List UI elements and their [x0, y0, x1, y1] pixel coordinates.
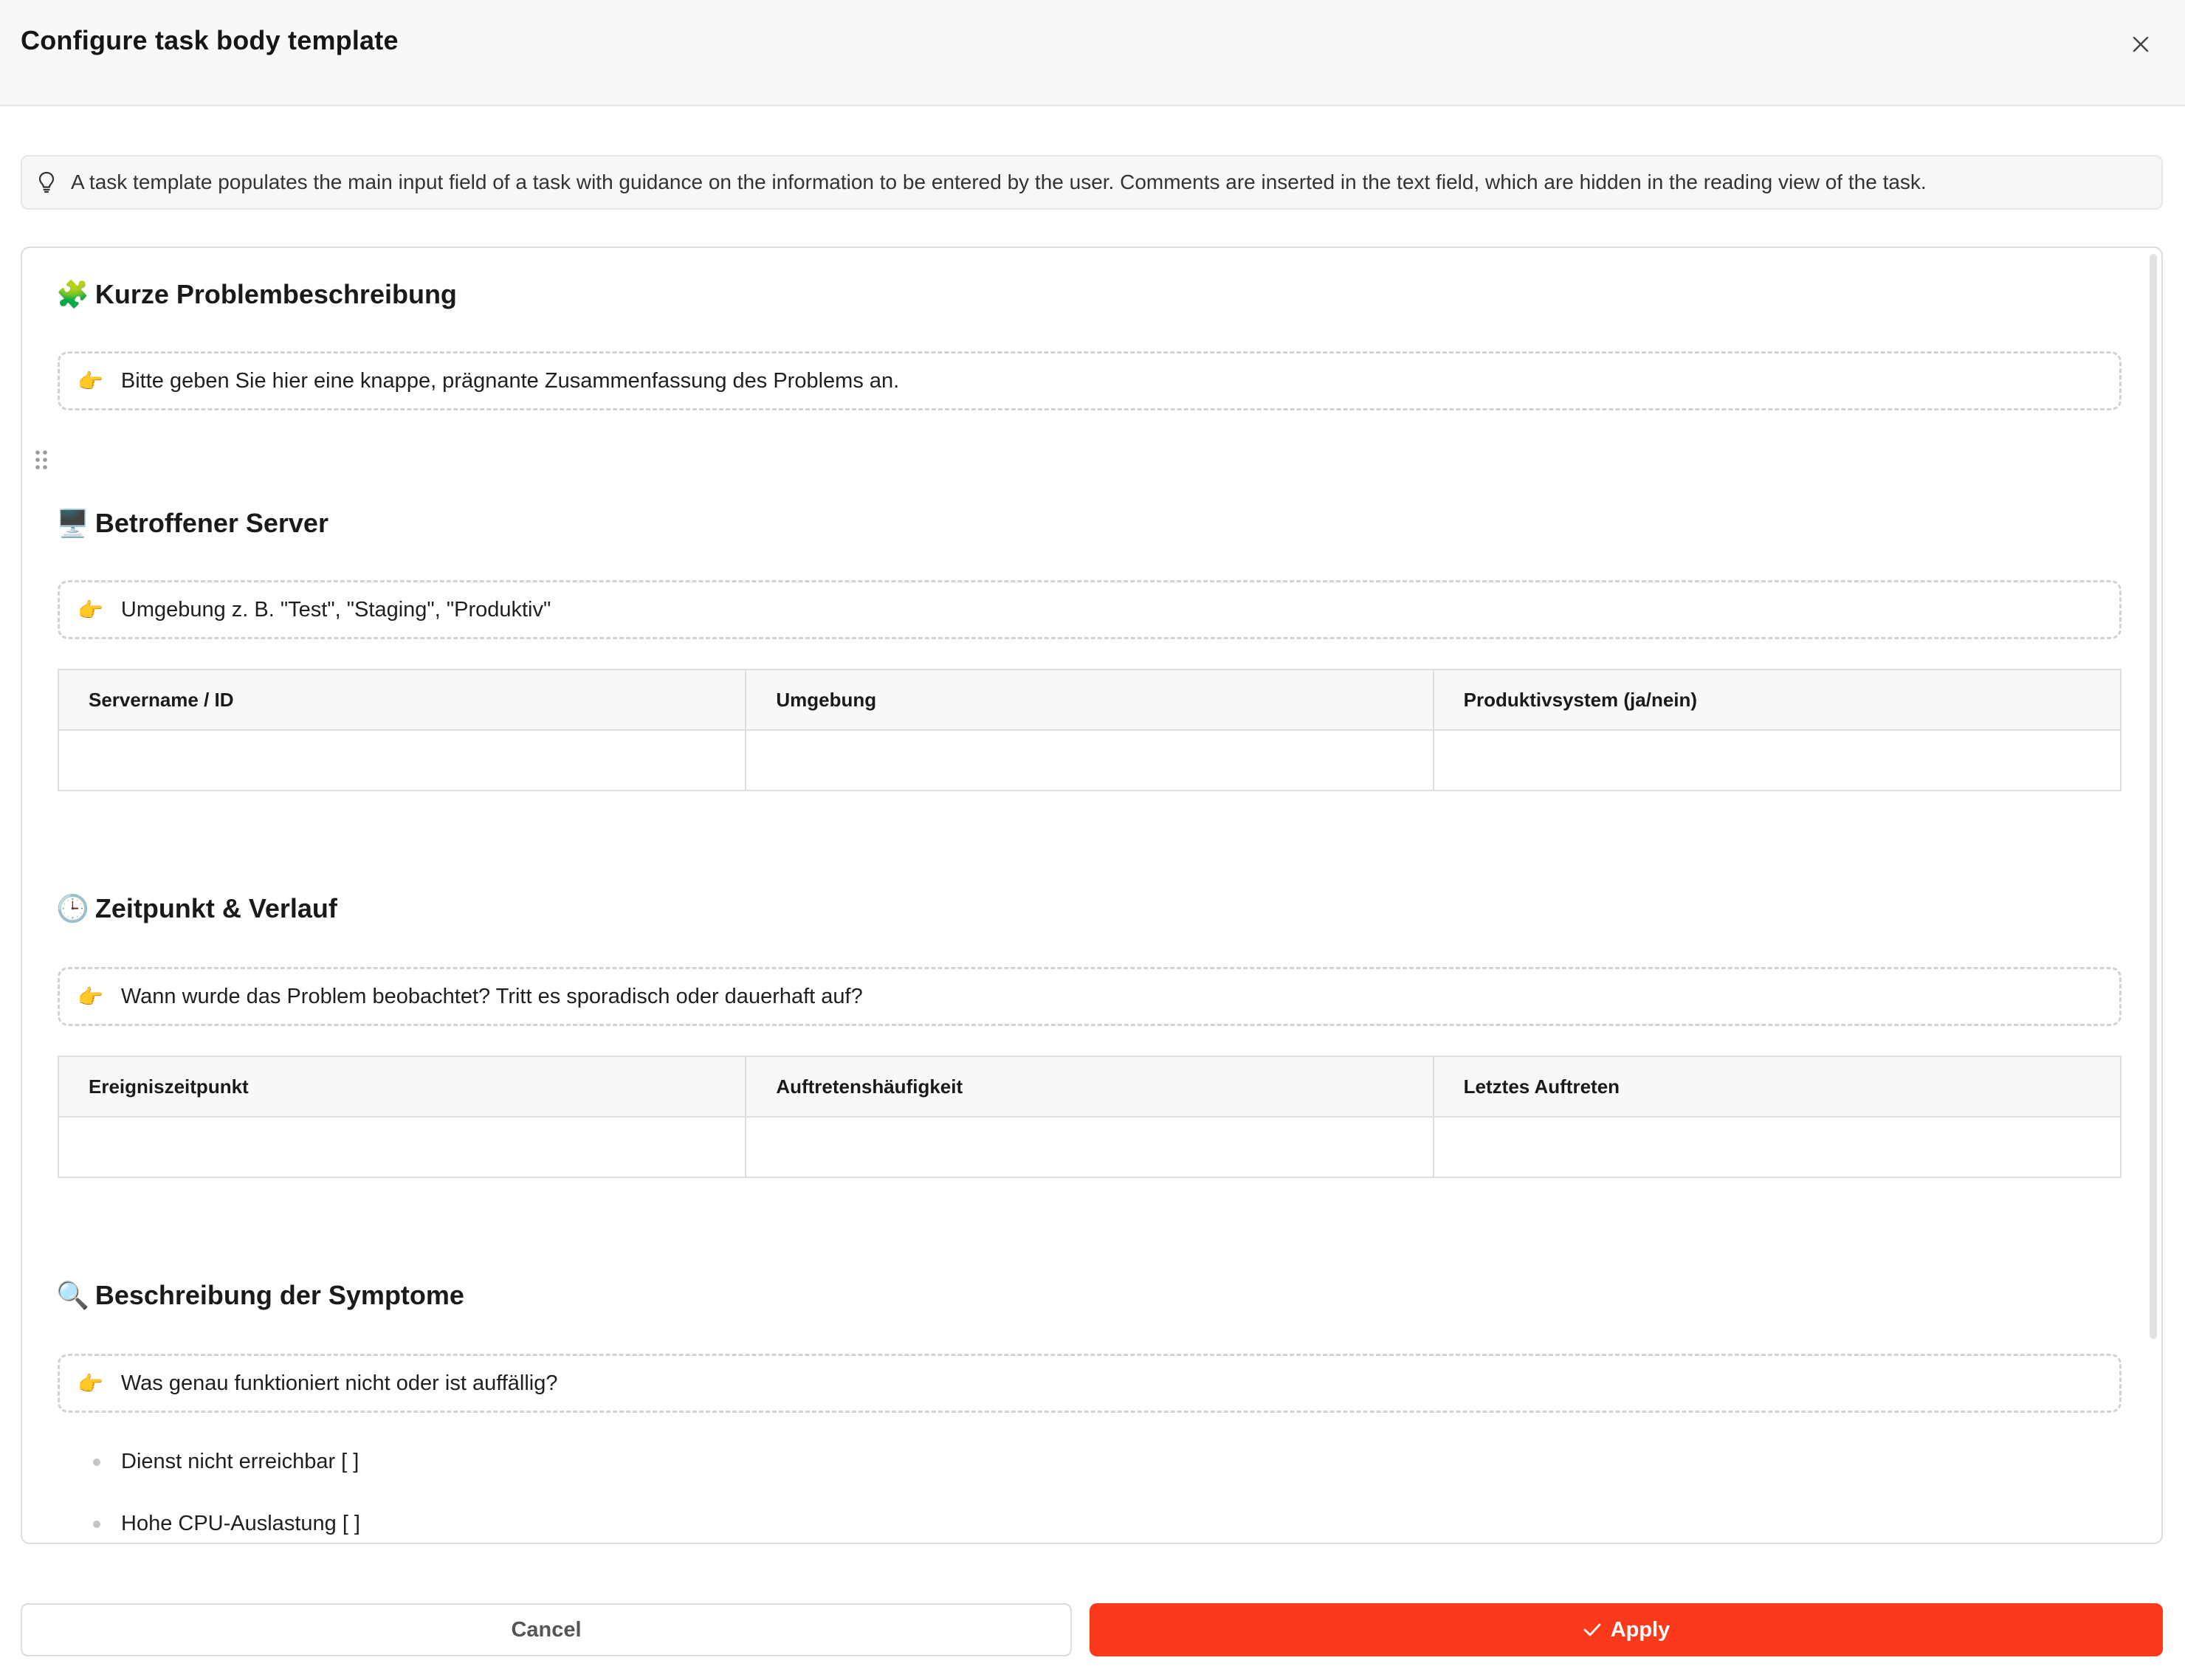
table-header-row	[58, 669, 2121, 730]
info-text: A task template populates the main input field of a task with guidance on the information to be entered by the user. Comments are inserted in the text field, which are hidden in the reading view of the task.	[71, 171, 1927, 193]
list-item-text: Dienst nicht erreichbar [ ]	[121, 1450, 359, 1473]
section-heading-timing[interactable]	[56, 893, 337, 924]
hint-comment-server[interactable]	[58, 580, 2122, 639]
table-header-cell[interactable]: Produktivsystem (ja/nein)	[1434, 669, 2121, 730]
symptom-list	[58, 1448, 360, 1544]
hint-comment-problem[interactable]	[58, 351, 2122, 410]
pointing-hand-icon: 👉	[78, 984, 103, 1009]
list-item-text: Hohe CPU-Auslastung [ ]	[121, 1512, 360, 1535]
apply-button-label: Apply	[1610, 1617, 1670, 1642]
dialog-header	[0, 0, 2185, 106]
hint-text: Wann wurde das Problem beobachtet? Tritt es sporadisch oder dauerhaft auf?	[120, 984, 863, 1008]
section-heading-problem[interactable]	[56, 279, 457, 310]
table-row	[58, 1117, 2121, 1177]
section-heading-symptoms[interactable]	[56, 1280, 464, 1311]
table-cell[interactable]	[746, 1117, 1433, 1177]
check-icon	[1583, 1622, 1602, 1638]
list-item[interactable]	[58, 1448, 359, 1510]
server-table	[58, 669, 2122, 791]
editor-scrollbar[interactable]	[2150, 254, 2157, 1339]
cancel-button[interactable]	[21, 1603, 1072, 1656]
lightbulb-icon	[38, 170, 61, 195]
apply-button[interactable]	[1090, 1603, 2163, 1656]
hint-comment-timing[interactable]	[58, 967, 2122, 1026]
section-heading-text: Kurze Problembeschreibung	[94, 279, 457, 309]
list-item[interactable]	[58, 1510, 360, 1544]
section-heading-text: Beschreibung der Symptome	[94, 1280, 464, 1310]
timing-table	[58, 1056, 2122, 1178]
template-editor[interactable]	[21, 247, 2163, 1544]
pointing-hand-icon: 👉	[78, 368, 103, 393]
close-button[interactable]	[2126, 30, 2155, 59]
table-header-cell[interactable]: Umgebung	[746, 669, 1433, 730]
hint-text: Was genau funktioniert nicht oder ist auffällig?	[120, 1371, 558, 1395]
section-heading-text: Zeitpunkt & Verlauf	[94, 893, 337, 923]
magnifier-icon: 🔍	[56, 1281, 89, 1311]
pointing-hand-icon: 👉	[78, 1371, 103, 1396]
table-header-cell[interactable]: Ereigniszeitpunkt	[58, 1056, 746, 1117]
table-header-cell[interactable]: Auftretenshäufigkeit	[746, 1056, 1433, 1117]
table-cell[interactable]	[746, 730, 1433, 791]
pointing-hand-icon: 👉	[78, 597, 103, 622]
cancel-button-label: Cancel	[511, 1617, 582, 1642]
puzzle-icon: 🧩	[56, 280, 89, 310]
desktop-computer-icon: 🖥️	[56, 509, 89, 539]
close-icon	[2133, 36, 2149, 52]
table-header-cell[interactable]: Servername / ID	[58, 669, 746, 730]
table-header-row	[58, 1056, 2121, 1117]
table-cell[interactable]	[1434, 1117, 2121, 1177]
table-cell[interactable]	[1434, 730, 2121, 791]
table-row	[58, 730, 2121, 791]
hint-comment-symptoms[interactable]	[58, 1354, 2122, 1413]
clock-icon: 🕒	[56, 894, 89, 924]
table-cell[interactable]	[58, 1117, 746, 1177]
hint-text: Umgebung z. B. "Test", "Staging", "Produktiv"	[120, 597, 551, 622]
dialog-title: Configure task body template	[21, 25, 399, 55]
section-heading-server[interactable]	[56, 508, 328, 539]
info-banner	[21, 155, 2163, 210]
table-header-cell[interactable]: Letztes Auftreten	[1434, 1056, 2121, 1117]
section-heading-text: Betroffener Server	[94, 508, 328, 538]
drag-handle-icon[interactable]	[34, 449, 49, 471]
hint-text: Bitte geben Sie hier eine knappe, prägnante Zusammenfassung des Problems an.	[120, 368, 900, 393]
table-cell[interactable]	[58, 730, 746, 791]
